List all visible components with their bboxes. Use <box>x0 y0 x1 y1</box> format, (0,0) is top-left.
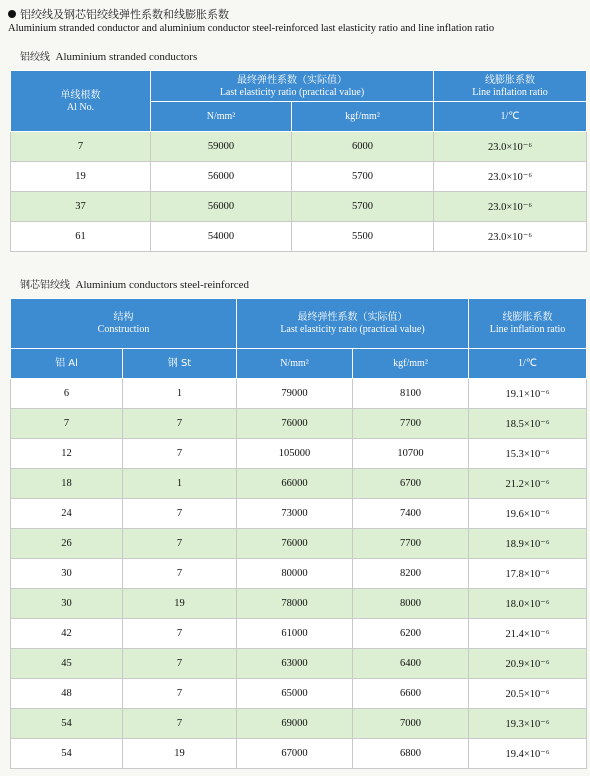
cell-kgf: 6700 <box>353 469 469 499</box>
table-row <box>11 409 587 439</box>
cell-st: 7 <box>123 409 237 439</box>
table-row <box>11 379 587 409</box>
cell-st: 7 <box>123 439 237 469</box>
cell-al: 54 <box>11 739 123 769</box>
cell-al: 6 <box>11 379 123 409</box>
cell-al: 30 <box>11 589 123 619</box>
table-row <box>11 529 587 559</box>
page-heading <box>8 8 588 36</box>
cell-st: 1 <box>123 469 237 499</box>
cell-kgf: 7700 <box>353 529 469 559</box>
table1-label: 铝绞线 Aluminium stranded conductors <box>20 51 198 63</box>
table-row <box>11 709 587 739</box>
header-st: 钢 St <box>123 349 237 379</box>
cell-st: 7 <box>123 649 237 679</box>
cell-n: 66000 <box>237 469 353 499</box>
cell-al: 24 <box>11 499 123 529</box>
cell-ratio: 19.1×10⁻⁶ <box>469 379 587 409</box>
bullet-icon <box>8 10 16 18</box>
table-row <box>11 439 587 469</box>
cell-kgf: 6800 <box>353 739 469 769</box>
cell-kgf: 6200 <box>353 619 469 649</box>
cell-al: 30 <box>11 559 123 589</box>
cell-al: 18 <box>11 469 123 499</box>
table-row: 61 54000 5500 23.0×10⁻⁶ <box>11 222 587 252</box>
unit-kgf: kgf/mm² <box>292 102 434 132</box>
table-row <box>11 679 587 709</box>
cell-ratio: 19.3×10⁻⁶ <box>469 709 587 739</box>
cell-n: 69000 <box>237 709 353 739</box>
aluminium-stranded-table <box>10 70 587 252</box>
table-row <box>11 499 587 529</box>
cell-n: 67000 <box>237 739 353 769</box>
cell-n: 76000 <box>237 529 353 559</box>
table-row: 37 56000 5700 23.0×10⁻⁶ <box>11 192 587 222</box>
cell-kgf: 6400 <box>353 649 469 679</box>
table-row <box>11 559 587 589</box>
cell-ratio: 17.8×10⁻⁶ <box>469 559 587 589</box>
unit-deg: 1/℃ <box>469 349 587 379</box>
unit-kgf: kgf/mm² <box>353 349 469 379</box>
cell-n: 105000 <box>237 439 353 469</box>
heading-zh: 铝绞线及钢芯铝绞线弹性系数和线膨胀系数 <box>8 8 588 22</box>
cell-ratio: 15.3×10⁻⁶ <box>469 439 587 469</box>
cell-st: 1 <box>123 379 237 409</box>
table-row: 19 56000 5700 23.0×10⁻⁶ <box>11 162 587 192</box>
header-inflation: 线膨胀系数 Line inflation ratio <box>434 71 587 102</box>
table-row: 7 59000 6000 23.0×10⁻⁶ <box>11 132 587 162</box>
header-elastic: 最终弹性系数（实际值） Last elasticity ratio (practical value) <box>151 71 434 102</box>
table-row <box>11 619 587 649</box>
cell-n: 78000 <box>237 589 353 619</box>
table2-label: 钢芯铝绞线 Aluminium conductors steel-reinforced <box>20 279 250 291</box>
table-row <box>11 739 587 769</box>
cell-ratio: 18.9×10⁻⁶ <box>469 529 587 559</box>
table-row <box>11 589 587 619</box>
cell-n: 73000 <box>237 499 353 529</box>
cell-ratio: 19.6×10⁻⁶ <box>469 499 587 529</box>
header-al: 铝 Al <box>11 349 123 379</box>
cell-kgf: 6600 <box>353 679 469 709</box>
cell-st: 7 <box>123 529 237 559</box>
header-construction: 结构 Construction <box>11 299 237 349</box>
cell-kgf: 7700 <box>353 409 469 439</box>
cell-ratio: 18.5×10⁻⁶ <box>469 409 587 439</box>
cell-n: 65000 <box>237 679 353 709</box>
table-row <box>11 469 587 499</box>
unit-nmm: N/mm² <box>237 349 353 379</box>
unit-deg: 1/℃ <box>434 102 587 132</box>
cell-kgf: 7400 <box>353 499 469 529</box>
cell-ratio: 19.4×10⁻⁶ <box>469 739 587 769</box>
steel-reinforced-table <box>10 298 587 769</box>
cell-kgf: 10700 <box>353 439 469 469</box>
cell-n: 61000 <box>237 619 353 649</box>
unit-nmm: N/mm² <box>151 102 292 132</box>
cell-al: 48 <box>11 679 123 709</box>
cell-st: 7 <box>123 709 237 739</box>
cell-ratio: 18.0×10⁻⁶ <box>469 589 587 619</box>
cell-kgf: 7000 <box>353 709 469 739</box>
cell-st: 7 <box>123 559 237 589</box>
cell-st: 7 <box>123 679 237 709</box>
cell-al: 45 <box>11 649 123 679</box>
cell-al: 7 <box>11 409 123 439</box>
cell-kgf: 8000 <box>353 589 469 619</box>
cell-st: 19 <box>123 589 237 619</box>
cell-al: 26 <box>11 529 123 559</box>
cell-n: 80000 <box>237 559 353 589</box>
cell-al: 42 <box>11 619 123 649</box>
cell-n: 63000 <box>237 649 353 679</box>
header-elastic: 最终弹性系数（实际值） Last elasticity ratio (practical value) <box>237 299 469 349</box>
cell-ratio: 20.5×10⁻⁶ <box>469 679 587 709</box>
cell-kgf: 8200 <box>353 559 469 589</box>
cell-ratio: 21.4×10⁻⁶ <box>469 619 587 649</box>
cell-al: 12 <box>11 439 123 469</box>
cell-kgf: 8100 <box>353 379 469 409</box>
cell-st: 7 <box>123 499 237 529</box>
cell-al: 54 <box>11 709 123 739</box>
header-strands: 单线根数 Al No. <box>11 71 151 132</box>
heading-en: Aluminium stranded conductor and aluminium conductor steel-reinforced last elasticity ratio and line inflation ratio <box>8 23 495 34</box>
header-inflation: 线膨胀系数 Line inflation ratio <box>469 299 587 349</box>
cell-ratio: 20.9×10⁻⁶ <box>469 649 587 679</box>
cell-st: 19 <box>123 739 237 769</box>
cell-n: 79000 <box>237 379 353 409</box>
cell-ratio: 21.2×10⁻⁶ <box>469 469 587 499</box>
cell-st: 7 <box>123 619 237 649</box>
cell-n: 76000 <box>237 409 353 439</box>
table-row <box>11 649 587 679</box>
